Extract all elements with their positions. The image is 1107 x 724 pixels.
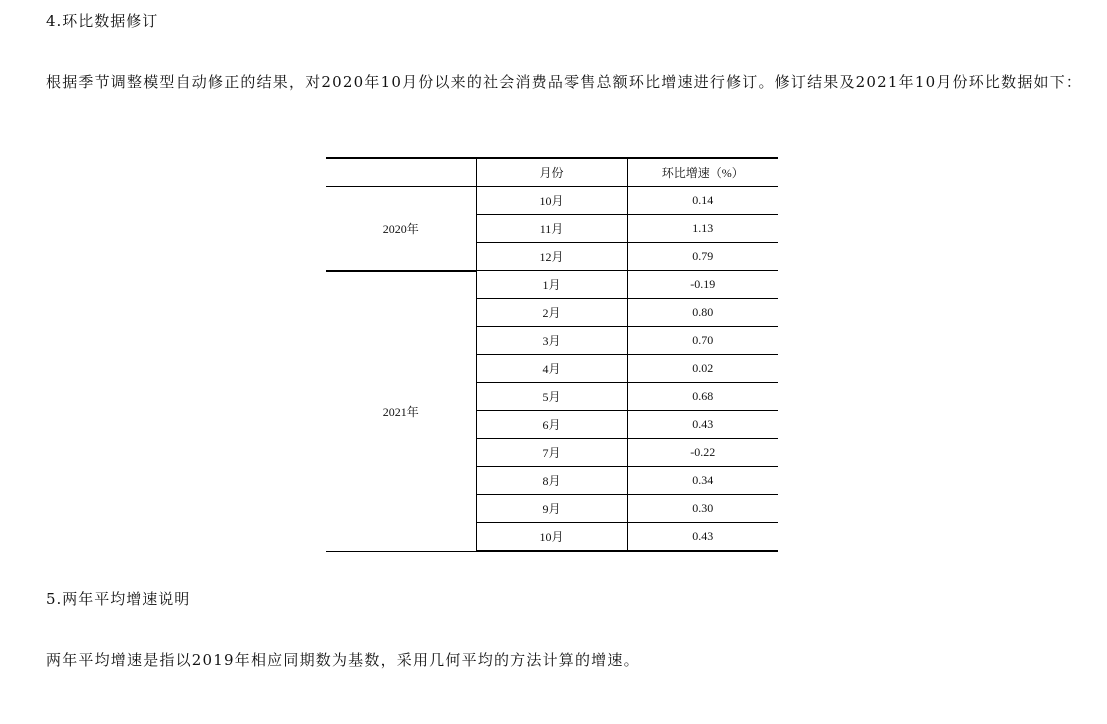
table-header-row: [326, 158, 778, 187]
value-cell: 0.14: [627, 187, 778, 215]
value-cell: 0.30: [627, 495, 778, 523]
value-cell: 0.68: [627, 383, 778, 411]
header-blank: [326, 158, 476, 187]
year-cell-2020: 2020年: [326, 187, 476, 271]
value-cell: 0.79: [627, 243, 778, 271]
section-4-title: 4.环比数据修订: [46, 12, 159, 30]
month-cell: 5月: [476, 383, 627, 411]
header-month: 月份: [476, 158, 627, 187]
month-cell: 6月: [476, 411, 627, 439]
value-cell: 1.13: [627, 215, 778, 243]
month-cell: 3月: [476, 327, 627, 355]
value-cell: -0.19: [627, 271, 778, 299]
month-cell: 12月: [476, 243, 627, 271]
value-cell: 0.43: [627, 411, 778, 439]
value-cell: 0.34: [627, 467, 778, 495]
month-cell: 8月: [476, 467, 627, 495]
table-row: [326, 271, 778, 299]
value-cell: 0.02: [627, 355, 778, 383]
month-cell: 1月: [476, 271, 627, 299]
month-cell: 11月: [476, 215, 627, 243]
section-4-paragraph: 根据季节调整模型自动修正的结果，对2020年10月份以来的社会消费品零售总额环比增速进行修订。修订结果及2021年10月份环比数据如下：: [46, 73, 1083, 91]
section-5-paragraph: 两年平均增速是指以2019年相应同期数为基数，采用几何平均的方法计算的增速。: [46, 651, 640, 669]
value-cell: -0.22: [627, 439, 778, 467]
table-row: [326, 187, 778, 215]
value-cell: 0.70: [627, 327, 778, 355]
mom-growth-table: [326, 157, 778, 552]
header-growth: 环比增速（%）: [627, 158, 778, 187]
month-cell: 4月: [476, 355, 627, 383]
month-cell: 2月: [476, 299, 627, 327]
year-cell-2021: 2021年: [326, 271, 476, 552]
month-cell: 7月: [476, 439, 627, 467]
month-cell: 10月: [476, 523, 627, 552]
section-5-title: 5.两年平均增速说明: [46, 590, 191, 608]
value-cell: 0.80: [627, 299, 778, 327]
month-cell: 10月: [476, 187, 627, 215]
value-cell: 0.43: [627, 523, 778, 552]
month-cell: 9月: [476, 495, 627, 523]
